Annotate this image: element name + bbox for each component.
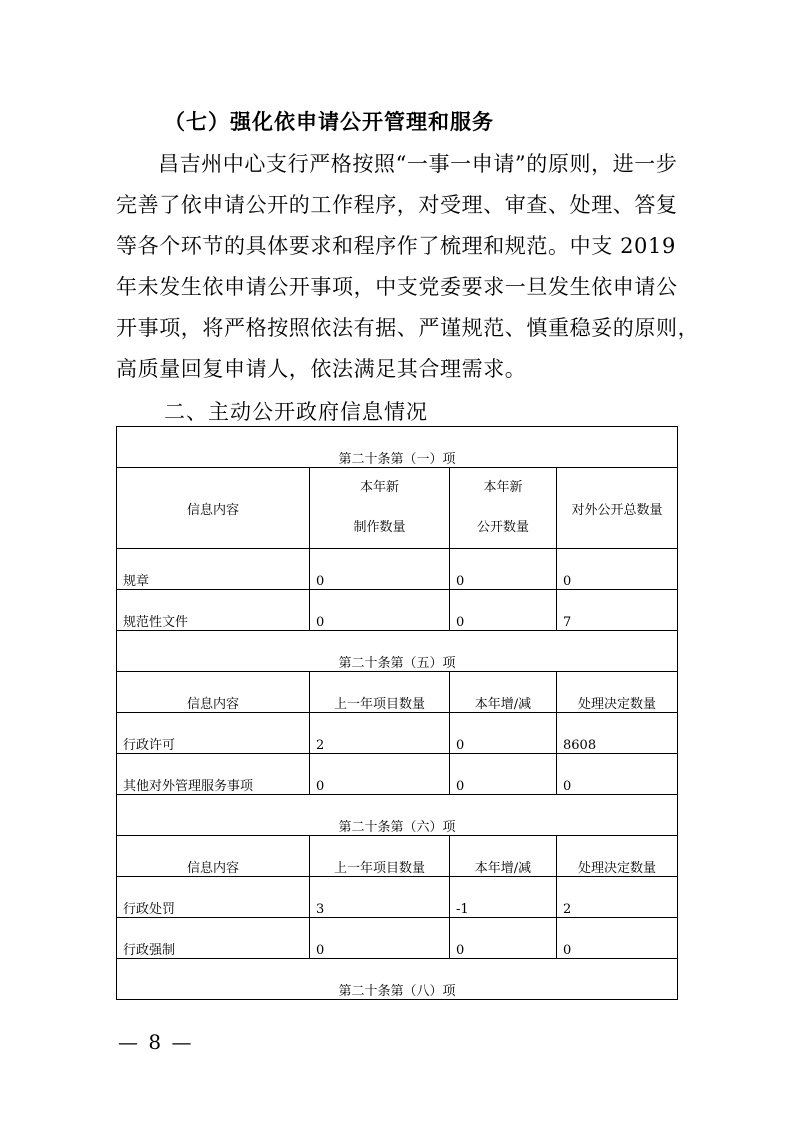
paragraph-line: 昌吉州中心支行严格按照“一事一申请”的原则，进一步 — [158, 152, 678, 176]
section-title-item-8: 第二十条第（八）项 — [117, 959, 678, 1000]
table-row: 行政许可 2 0 8608 — [117, 713, 678, 754]
table-row: 行政强制 0 0 0 — [117, 918, 678, 959]
paragraph-line: 完善了依申请公开的工作程序，对受理、审查、处理、答复 — [116, 193, 678, 217]
table-row: 其他对外管理服务事项 0 0 0 — [117, 754, 678, 795]
disclosure-table — [116, 426, 678, 1000]
header-info-content: 信息内容 — [117, 468, 310, 549]
paragraph-line: 高质量回复申请人，依法满足其合理需求。 — [116, 357, 527, 381]
header-new-made-count: 本年新 制作数量 — [310, 468, 450, 549]
section-2-heading: 二、主动公开政府信息情况 — [164, 400, 428, 424]
table-row: 规章 0 0 0 — [117, 549, 678, 590]
paragraph-line: 开事项，将严格按照依法有据、严谨规范、慎重稳妥的原则， — [116, 316, 700, 340]
header-total-published-count: 对外公开总数量 — [557, 468, 678, 549]
paragraph-line: 等各个环节的具体要求和程序作了梳理和规范。中支 2019 — [116, 234, 676, 258]
section-title-item-1: 第二十条第（一）项 — [117, 427, 678, 468]
section-title-item-5: 第二十条第（五）项 — [117, 631, 678, 672]
table-header-row: 信息内容 上一年项目数量 本年增/减 处理决定数量 — [117, 836, 678, 877]
page-number: — 8 — — [118, 1030, 194, 1054]
table-row: 规范性文件 0 0 7 — [117, 590, 678, 631]
table-row: 行政处罚 3 -1 2 — [117, 877, 678, 918]
section-7-paragraph — [116, 144, 700, 390]
paragraph-line: 年未发生依申请公开事项，中支党委要求一旦发生依申请公 — [116, 275, 678, 299]
table-header-row — [117, 468, 678, 549]
section-title-item-6: 第二十条第（六）项 — [117, 795, 678, 836]
header-new-published-count: 本年新 公开数量 — [450, 468, 557, 549]
table-header-row: 信息内容 上一年项目数量 本年增/减 处理决定数量 — [117, 672, 678, 713]
section-7-heading: （七）强化依申请公开管理和服务 — [164, 110, 494, 134]
